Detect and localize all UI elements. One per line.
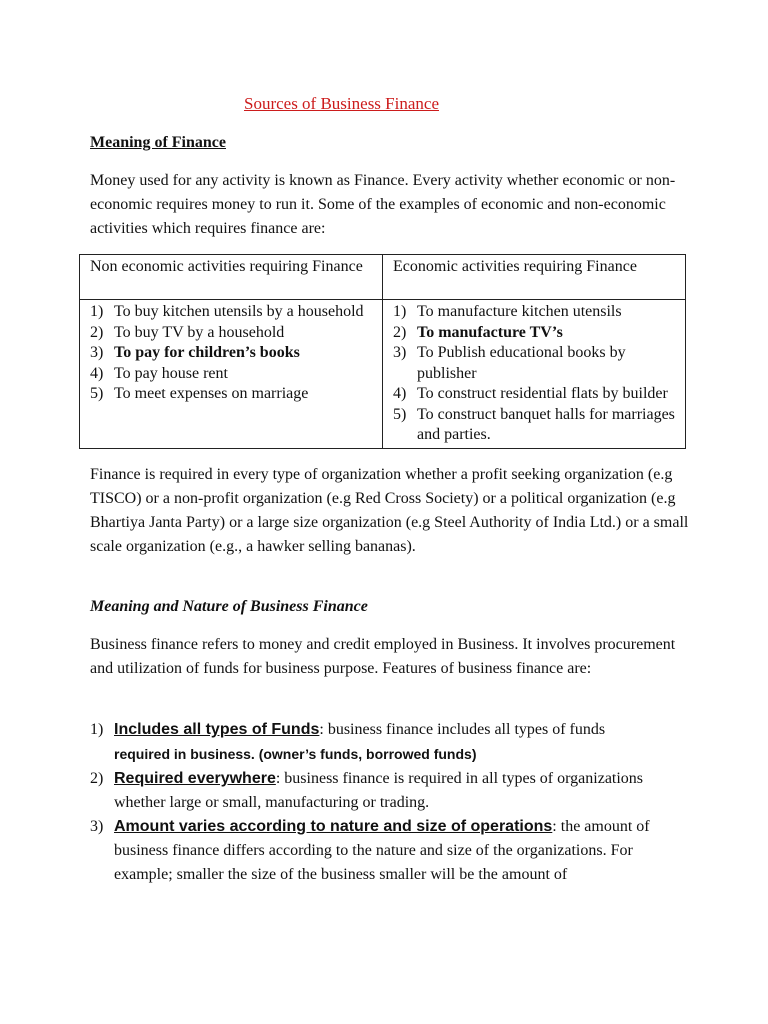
economic-cell [383,300,686,449]
feature-item: 3) Amount varies according to nature and size of operations: the amount of business finance differs according to the nature and size of the organizations. For example; smaller the size of the business smaller will be the amount of [90,818,650,883]
business-finance-paragraph: Business finance refers to money and credit employed in Business. It involves procurement and utilization of funds for business purpose. Features of business finance are: [90,636,676,677]
list-item: 1) To buy kitchen utensils by a household [90,303,364,320]
list-item: 1) To manufacture kitchen utensils [393,303,622,320]
economic-header: Economic activities requiring Finance [383,255,686,300]
list-item: 2) To manufacture TV’s [393,323,563,341]
feature-item: 2) Required everywhere: business finance is required in all types of organizations whether large or small, manufacturing or trading. [90,770,644,811]
non-economic-header: Non economic activities requiring Finance [80,255,383,300]
feature-term: Includes all types of Funds [114,721,320,738]
non-economic-list [90,302,376,405]
list-item: 4) To pay house rent [90,364,228,382]
list-item: 2) To buy TV by a household [90,323,285,341]
list-item: 4) To construct residential flats by builder [393,385,668,402]
list-item: 3) To pay for children’s books [90,344,300,361]
meaning-of-finance-heading: Meaning of Finance [90,134,226,151]
organization-paragraph: Finance is required in every type of organization whether a profit seeking organization (e.g TISCO) or a non-profit organization (e.g Red Cross Society) or a political organization (e.g Bhartiya Janta Party) or a large size organization (e.g Steel Authority of India Ltd.) or a small scale organization (e.g., a hawker selling bananas). [90,466,689,555]
intro-paragraph: Money used for any activity is known as Finance. Every activity whether economic or non-economic requires money to run it. Some of the examples of economic and non-economic activities which requires finance are: [90,172,676,237]
list-item: 5) To construct banquet halls for marriages and parties. [393,405,675,443]
table-header-row [80,255,686,300]
page-title: Sources of Business Finance [243,94,439,113]
list-item: 5) To meet expenses on marriage [90,385,309,402]
economic-list [393,302,679,446]
list-item: 3) To Publish educational books by publisher [393,344,626,382]
non-economic-cell [80,300,383,449]
nature-heading: Meaning and Nature of Business Finance [90,598,368,615]
feature-term: Amount varies according to nature and size of operations [114,818,553,835]
feature-item: 1) Includes all types of Funds: business finance includes all types of funds required in business. (owner’s funds, borrowed funds) [90,721,606,762]
features-list [90,718,690,887]
table-body-row [80,300,686,449]
activities-table [79,254,686,449]
feature-continuation: required in business. (owner’s funds, borrowed funds) [114,746,477,762]
feature-term: Required everywhere [114,770,276,787]
